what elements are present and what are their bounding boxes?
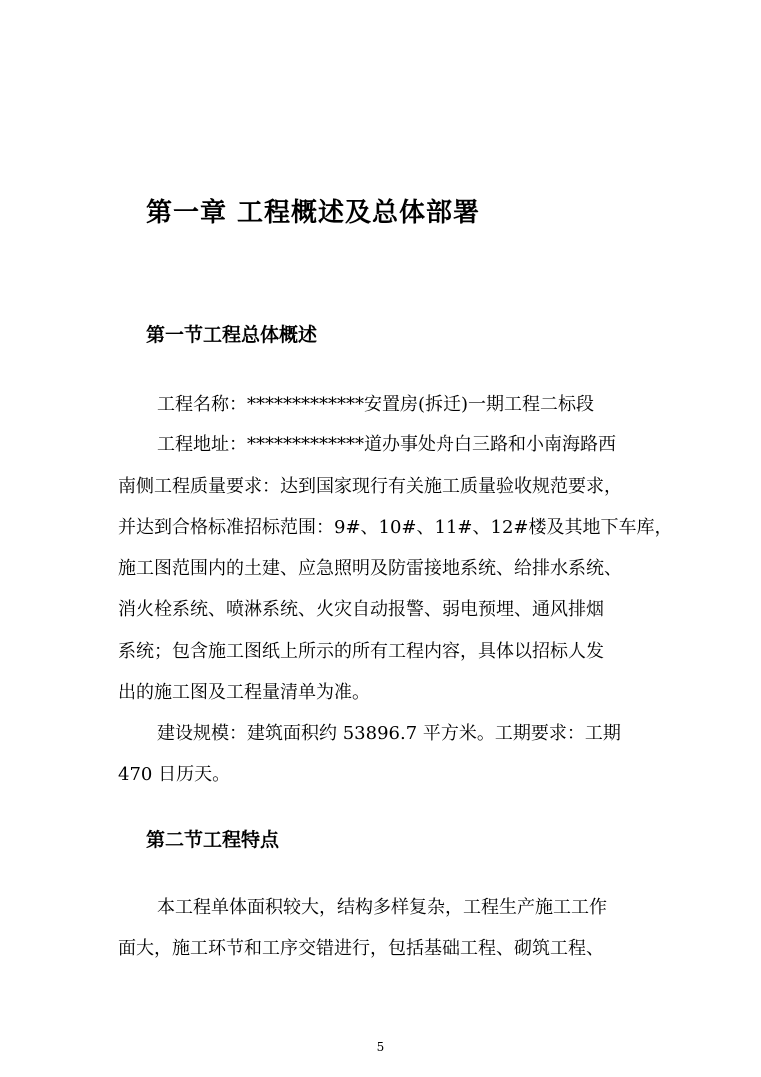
- paragraph-line: 消火栓系统、喷淋系统、火灾自动报警、弱电预埋、通风排烟: [118, 599, 604, 620]
- paragraph-line: 建设规模：建筑面积约 53896.7 平方米。工期要求：工期: [157, 723, 621, 744]
- paragraph-line: 南侧工程质量要求：达到国家现行有关施工质量验收规范要求，: [118, 476, 622, 497]
- page-number: 5: [376, 1040, 385, 1054]
- paragraph-line: 工程名称：*************安置房(拆迁)一期工程二标段: [157, 394, 595, 415]
- chapter-title: 第一章 工程概述及总体部署: [146, 198, 481, 228]
- paragraph-line: 并达到合格标准招标范围：9#、10#、11#、12#楼及其地下车库，: [118, 517, 673, 538]
- section-title-features: 第二节工程特点: [146, 829, 280, 851]
- section-title-overview: 第一节工程总体概述: [146, 324, 318, 346]
- paragraph-line: 施工图范围内的土建、应急照明及防雷接地系统、给排水系统、: [118, 558, 622, 579]
- paragraph-line: 工程地址：*************道办事处舟白三路和小南海路西: [157, 434, 616, 455]
- paragraph-line: 本工程单体面积较大，结构多样复杂，工程生产施工工作: [157, 897, 607, 918]
- paragraph-line: 出的施工图及工程量清单为准。: [118, 682, 370, 703]
- paragraph-line: 470 日历天。: [118, 764, 231, 785]
- paragraph-line: 系统；包含施工图纸上所示的所有工程内容，具体以招标人发: [118, 641, 604, 662]
- paragraph-line: 面大，施工环节和工序交错进行，包括基础工程、砌筑工程、: [118, 938, 604, 959]
